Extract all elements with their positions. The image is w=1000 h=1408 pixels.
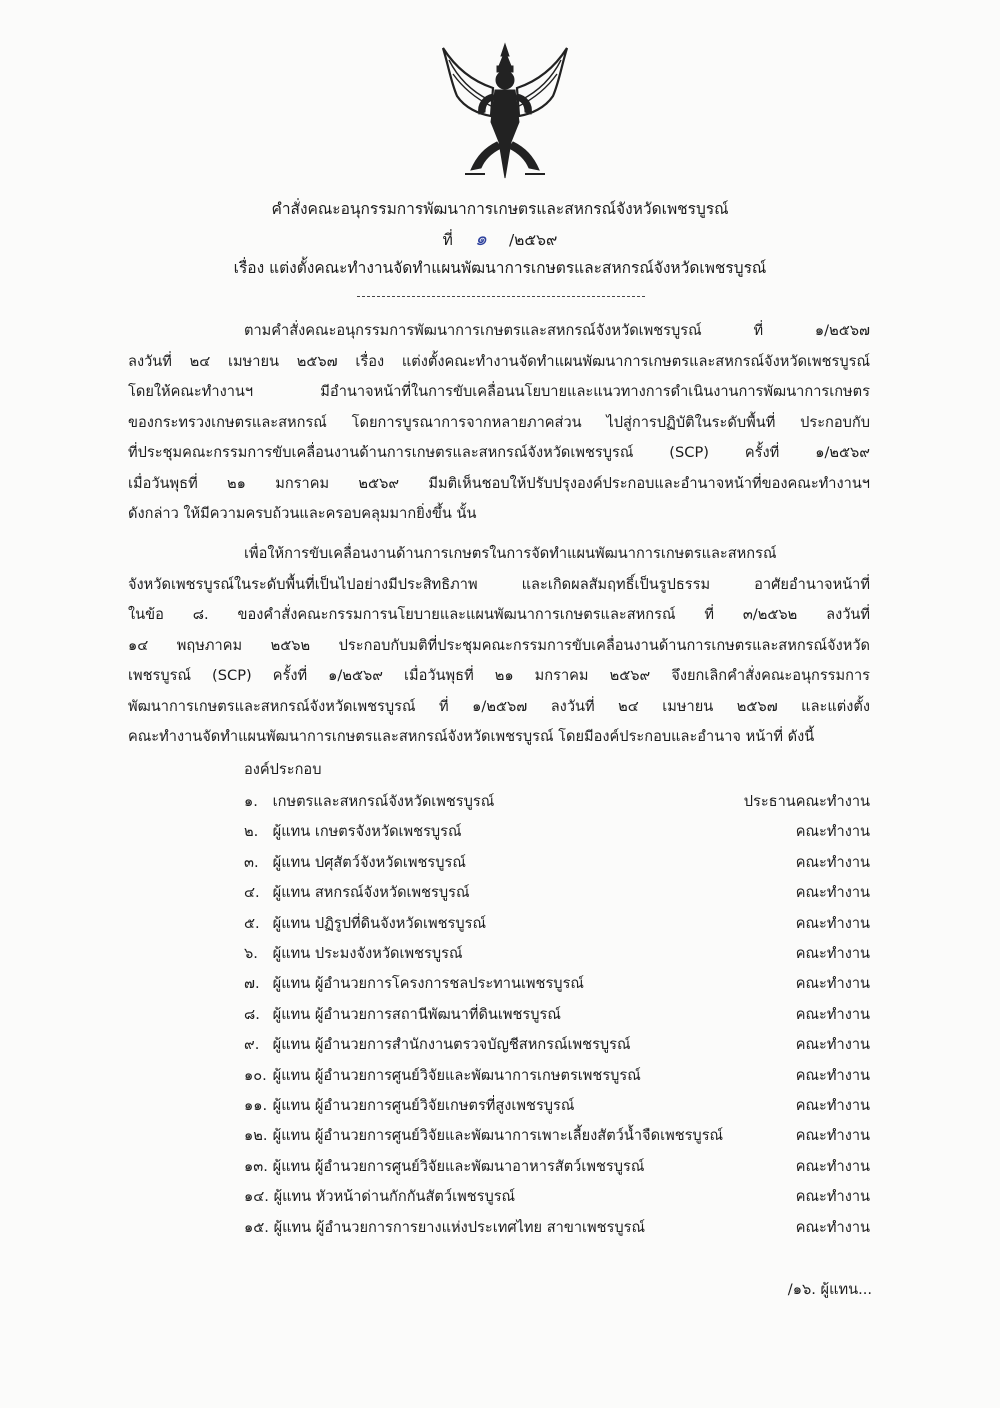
paragraph1-line: เมื่อวันพุธที่ ๒๑ มกราคม ๒๕๖๙ มีมติเห็นชอบให้ปรับปรุงองค์ประกอบและอำนาจหน้าที่ของคณะทำงานฯ: [128, 474, 870, 492]
member-row: [244, 817, 870, 847]
member-row: [244, 939, 870, 969]
member-number: ๘.: [244, 1005, 260, 1023]
member-row: [244, 848, 870, 878]
member-role: คณะทำงาน: [795, 853, 870, 871]
paragraph2-line: ในข้อ ๘. ของคำสั่งคณะกรรมการนโยบายและแผนพัฒนาการเกษตรและสหกรณ์ ที่ ๓/๒๕๖๒ ลงวันที่: [128, 606, 870, 623]
member-role: คณะทำงาน: [795, 823, 870, 841]
garuda-emblem-icon: [435, 42, 575, 182]
order-prefix: ที่: [442, 231, 453, 249]
member-number: ๗.: [244, 975, 260, 993]
member-name: ผู้แทน ผู้อำนวยการการยางแห่งประเทศไทย สาขาเพชรบูรณ์: [273, 1218, 646, 1236]
paragraph2-line: เพื่อให้การขับเคลื่อนงานด้านการเกษตรในการจัดทำแผนพัฒนาการเกษตรและสหกรณ์: [244, 545, 777, 562]
member-role: ประธานคณะทำงาน: [743, 793, 870, 810]
member-name: ผู้แทน ผู้อำนวยการโครงการชลประทานเพชรบูรณ์: [272, 975, 584, 993]
paragraph1-line: ลงวันที่ ๒๔ เมษายน ๒๕๖๗ เรื่อง แต่งตั้งคณะทำงานจัดทำแผนพัฒนาการเกษตรและสหกรณ์จังหวัดเพชรบูรณ์: [128, 352, 870, 370]
member-number: ๕.: [244, 914, 260, 932]
member-name: ผู้แทน หัวหน้าด่านกักกันสัตว์เพชรบูรณ์: [273, 1188, 516, 1206]
paragraph1-line: ที่ประชุมคณะกรรมการขับเคลื่อนงานด้านการเกษตรและสหกรณ์จังหวัดเพชรบูรณ์ (SCP) ครั้งที่ ๑/๒๕๖๙: [128, 444, 870, 461]
member-name: ผู้แทน ประมงจังหวัดเพชรบูรณ์: [272, 945, 463, 962]
member-name: ผู้แทน ผู้อำนวยการศูนย์วิจัยและพัฒนาการเพาะเลี้ยงสัตว์น้ำจืดเพชรบูรณ์: [272, 1127, 724, 1145]
member-role: คณะทำงาน: [795, 1127, 870, 1145]
member-number: ๔.: [244, 884, 260, 902]
member-row: [244, 1061, 870, 1091]
paragraph2-line: พัฒนาการเกษตรและสหกรณ์จังหวัดเพชรบูรณ์ ที่ ๑/๒๕๖๗ ลงวันที่ ๒๔ เมษายน ๒๕๖๗ และแต่งตั้ง: [128, 697, 870, 715]
paragraph1-line: ดังกล่าว ให้มีความครบถ้วนและครอบคลุมมากยิ่งขึ้น นั้น: [128, 505, 477, 522]
paragraph2-line: คณะทำงานจัดทำแผนพัฒนาการเกษตรและสหกรณ์จังหวัดเพชรบูรณ์ โดยมีองค์ประกอบและอำนาจ หน้าที่ ดังนี้: [128, 728, 815, 745]
member-number: ๓.: [244, 853, 259, 871]
member-name: ผู้แทน ผู้อำนวยการสถานีพัฒนาที่ดินเพชรบูรณ์: [272, 1005, 561, 1023]
member-number: ๖.: [244, 945, 258, 962]
member-number: ๑๒.: [244, 1127, 268, 1145]
member-role: คณะทำงาน: [795, 1066, 870, 1084]
order-title: คำสั่งคณะอนุกรรมการพัฒนาการเกษตรและสหกรณ์จังหวัดเพชรบูรณ์: [271, 200, 729, 218]
member-row: [244, 1091, 870, 1121]
member-number: ๑๔.: [244, 1188, 269, 1206]
member-role: คณะทำงาน: [795, 1218, 870, 1236]
paragraph1-line: ตามคำสั่งคณะอนุกรรมการพัฒนาการเกษตรและสหกรณ์จังหวัดเพชรบูรณ์ ที่ ๑/๒๕๖๗: [244, 322, 870, 339]
member-name: ผู้แทน ผู้อำนวยการศูนย์วิจัยเกษตรที่สูงเพชรบูรณ์: [272, 1097, 575, 1114]
member-role: คณะทำงาน: [795, 945, 870, 962]
member-number: ๒.: [244, 823, 259, 841]
order-subject: เรื่อง แต่งตั้งคณะทำงานจัดทำแผนพัฒนาการเกษตรและสหกรณ์จังหวัดเพชรบูรณ์: [233, 259, 767, 277]
member-number: ๑๕.: [244, 1218, 269, 1236]
member-row: [244, 787, 870, 817]
member-name: ผู้แทน ปฏิรูปที่ดินจังหวัดเพชรบูรณ์: [272, 914, 487, 932]
composition-label: องค์ประกอบ: [244, 761, 322, 778]
member-number: ๑.: [244, 793, 258, 810]
order-year: /๒๕๖๙: [508, 231, 558, 249]
member-row: [244, 1182, 870, 1212]
separator-line: [357, 296, 645, 297]
paragraph1-line: ของกระทรวงเกษตรและสหกรณ์ โดยการบูรณาการจากหลายภาคส่วน ไปสู่การปฏิบัติในระดับพื้นที่ ประกอบกับ: [128, 413, 870, 431]
member-row: [244, 969, 870, 999]
member-role: คณะทำงาน: [795, 1188, 870, 1206]
paragraph1-line: โดยให้คณะทำงานฯ มีอำนาจหน้าที่ในการขับเคลื่อนนโยบายและแนวทางการดำเนินงานการพัฒนาการเกษตร: [128, 383, 870, 400]
member-role: คณะทำงาน: [795, 1036, 870, 1054]
member-role: คณะทำงาน: [795, 914, 870, 932]
member-name: ผู้แทน เกษตรจังหวัดเพชรบูรณ์: [272, 823, 462, 841]
member-row: [244, 1152, 870, 1182]
member-row: [244, 1000, 870, 1030]
paragraph-2: [128, 539, 870, 753]
member-role: คณะทำงาน: [795, 1097, 870, 1114]
member-name: ผู้แทน สหกรณ์จังหวัดเพชรบูรณ์: [272, 884, 470, 902]
member-role: คณะทำงาน: [795, 1157, 870, 1175]
member-role: คณะทำงาน: [795, 1005, 870, 1023]
continuation-note: /๑๖. ผู้แทน...: [787, 1281, 872, 1298]
member-role: คณะทำงาน: [795, 975, 870, 993]
member-row: [244, 878, 870, 908]
member-name: เกษตรและสหกรณ์จังหวัดเพชรบูรณ์: [272, 793, 495, 810]
member-name: ผู้แทน ผู้อำนวยการศูนย์วิจัยและพัฒนาอาหารสัตว์เพชรบูรณ์: [272, 1157, 645, 1175]
order-number: ๑: [474, 228, 487, 250]
member-number: ๑๓.: [244, 1157, 268, 1175]
order-number-line: [0, 224, 1000, 254]
member-row: [244, 909, 870, 939]
member-row: [244, 1030, 870, 1060]
paragraph2-line: เพชรบูรณ์ (SCP) ครั้งที่ ๑/๒๕๖๙ เมื่อวันพุธที่ ๒๑ มกราคม ๒๕๖๙ จึงยกเลิกคำสั่งคณะอนุกรรมการ: [128, 667, 870, 684]
member-role: คณะทำงาน: [795, 884, 870, 902]
member-name: ผู้แทน ผู้อำนวยการศูนย์วิจัยและพัฒนาการเกษตรเพชรบูรณ์: [272, 1066, 641, 1084]
member-name: ผู้แทน ผู้อำนวยการสำนักงานตรวจบัญชีสหกรณ์เพชรบูรณ์: [272, 1036, 631, 1054]
member-number: ๙.: [244, 1036, 260, 1054]
member-number: ๑๑.: [244, 1097, 268, 1114]
member-row: [244, 1213, 870, 1243]
member-row: [244, 1121, 870, 1151]
member-number: ๑๐.: [244, 1066, 267, 1084]
paragraph-1: [128, 316, 870, 530]
paragraph2-line: ๑๔ พฤษภาคม ๒๕๖๒ ประกอบกับมติที่ประชุมคณะกรรมการขับเคลื่อนงานด้านการเกษตรและสหกรณ์จังหวัด: [128, 636, 870, 654]
paragraph2-line: จังหวัดเพชรบูรณ์ในระดับพื้นที่เป็นไปอย่างมีประสิทธิภาพ และเกิดผลสัมฤทธิ์เป็นรูปธรรม อาศัยอำนาจหน้าที่: [128, 575, 870, 593]
member-name: ผู้แทน ปศุสัตว์จังหวัดเพชรบูรณ์: [272, 853, 466, 871]
